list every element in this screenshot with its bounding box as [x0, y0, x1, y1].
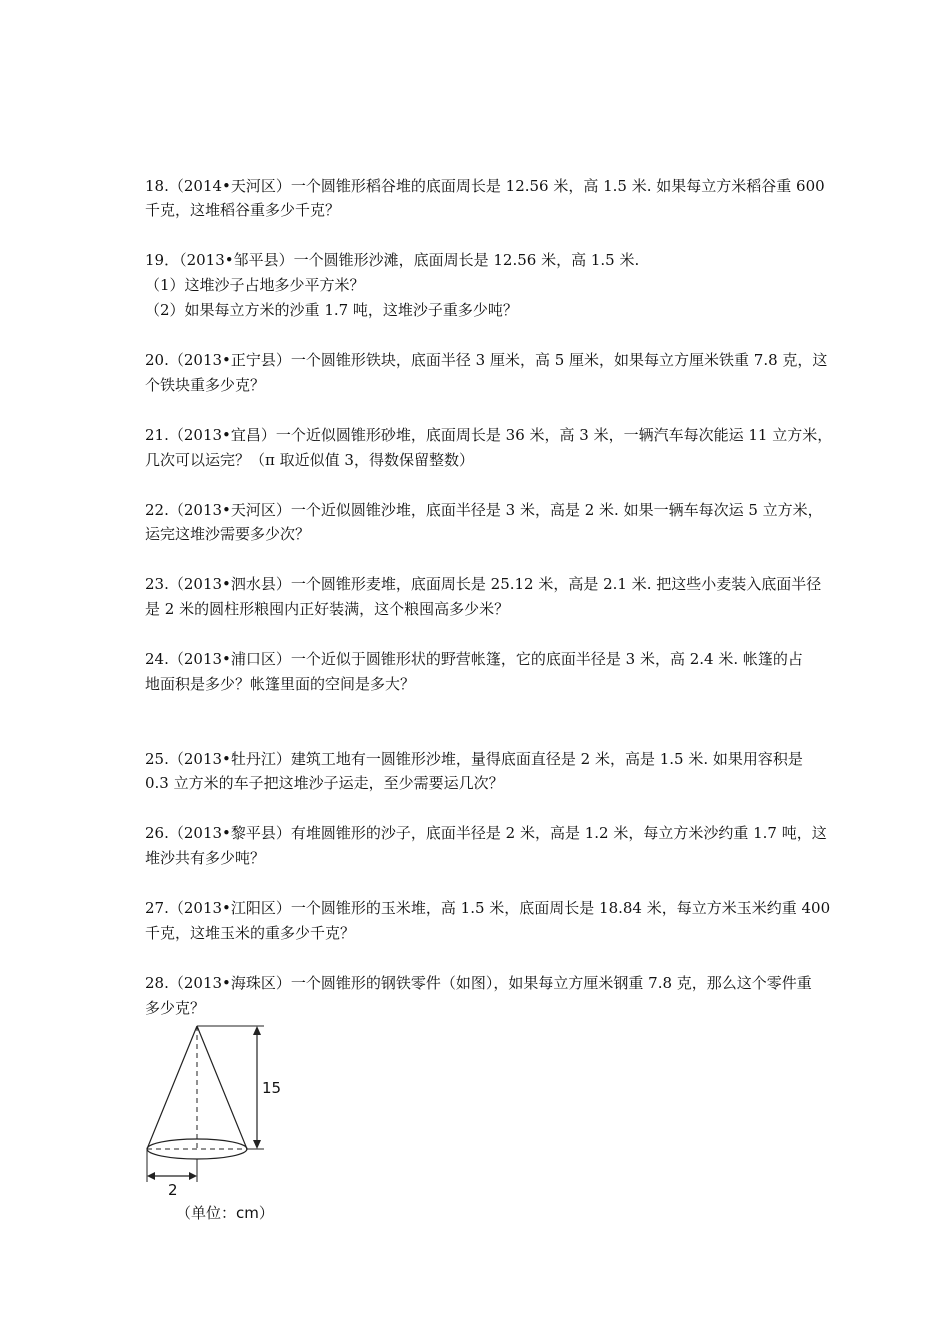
problem-18-line-1: 18.（2014•天河区）一个圆锥形稻谷堆的底面周长是 12.56 米，高 1.5 米. 如果每立方米稻谷重 600	[145, 177, 825, 195]
problem-26-line-1: 26.（2013•黎平县）有堆圆锥形的沙子，底面半径是 2 米，高是 1.2 米，每立方米沙约重 1.7 吨，这	[145, 824, 827, 842]
problem-27-line-2: 千克，这堆玉米的重多少千克？	[145, 924, 356, 942]
problem-23-line-2: 是 2 米的圆柱形粮囤内正好装满，这个粮囤高多少米？	[145, 600, 510, 618]
unit-label: （单位：cm）	[176, 1204, 274, 1222]
radius-arrow-left	[147, 1172, 155, 1180]
problem-20-line-1: 20.（2013•正宁县）一个圆锥形铁块，底面半径 3 厘米，高 5 厘米，如果每立方厘米铁重 7.8 克，这	[145, 351, 828, 369]
radius-label: 2	[168, 1181, 178, 1199]
problem-27-line-1: 27.（2013•江阳区）一个圆锥形的玉米堆，高 1.5 米，底面周长是 18.84 米，每立方米玉米约重 400	[145, 899, 831, 917]
cone-figure	[140, 1022, 300, 1227]
problem-23-line-1: 23.（2013•泗水县）一个圆锥形麦堆，底面周长是 25.12 米，高是 2.1 米. 把这些小麦装入底面半径	[145, 575, 822, 593]
problem-22-line-1: 22.（2013•天河区）一个近似圆锥沙堆，底面半径是 3 米，高是 2 米. 如果一辆车每次运 5 立方米，	[145, 501, 823, 519]
problem-28-line-1: 28.（2013•海珠区）一个圆锥形的钢铁零件（如图），如果每立方厘米钢重 7.8 克，那么这个零件重	[145, 974, 812, 992]
height-arrow-bottom	[253, 1140, 261, 1149]
problem-25-line-2: 0.3 立方米的车子把这堆沙子运走，至少需要运几次？	[145, 774, 504, 792]
problem-25-line-1: 25.（2013•牡丹江）建筑工地有一圆锥形沙堆，量得底面直径是 2 米，高是 1.5 米. 如果用容积是	[145, 750, 803, 768]
height-arrow-top	[253, 1026, 261, 1035]
problem-20-line-2: 个铁块重多少克？	[145, 376, 266, 394]
problem-19-line-3: （2）如果每立方米的沙重 1.7 吨，这堆沙子重多少吨？	[145, 301, 518, 319]
problem-18-line-2: 千克，这堆稻谷重多少千克？	[145, 201, 341, 219]
problem-19-line-1: 19．（2013•邹平县）一个圆锥形沙滩，底面周长是 12.56 米，高 1.5 米.	[145, 251, 640, 269]
problem-21-line-2: 几次可以运完？（π 取近似值 3，得数保留整数）	[145, 451, 474, 469]
problem-24-line-2: 地面积是多少？帐篷里面的空间是多大？	[145, 675, 416, 693]
problem-26-line-2: 堆沙共有多少吨？	[145, 849, 266, 867]
cone-right-edge	[197, 1026, 247, 1149]
problem-28-line-2: 多少克？	[145, 999, 206, 1017]
problem-24-line-1: 24.（2013•浦口区）一个近似于圆锥形状的野营帐篷，它的底面半径是 3 米，高 2.4 米. 帐篷的占	[145, 650, 803, 668]
cone-left-edge	[147, 1026, 197, 1149]
problem-21-line-1: 21.（2013•宜昌）一个近似圆锥形砂堆，底面周长是 36 米，高 3 米，一辆汽车每次能运 11 立方米，	[145, 426, 833, 444]
cone-diagram	[140, 1022, 300, 1227]
problem-19-line-2: （1）这堆沙子占地多少平方米？	[145, 276, 365, 294]
radius-arrow-right	[189, 1172, 197, 1180]
height-label: 15	[262, 1079, 282, 1097]
problem-22-line-2: 运完这堆沙需要多少次？	[145, 525, 311, 543]
